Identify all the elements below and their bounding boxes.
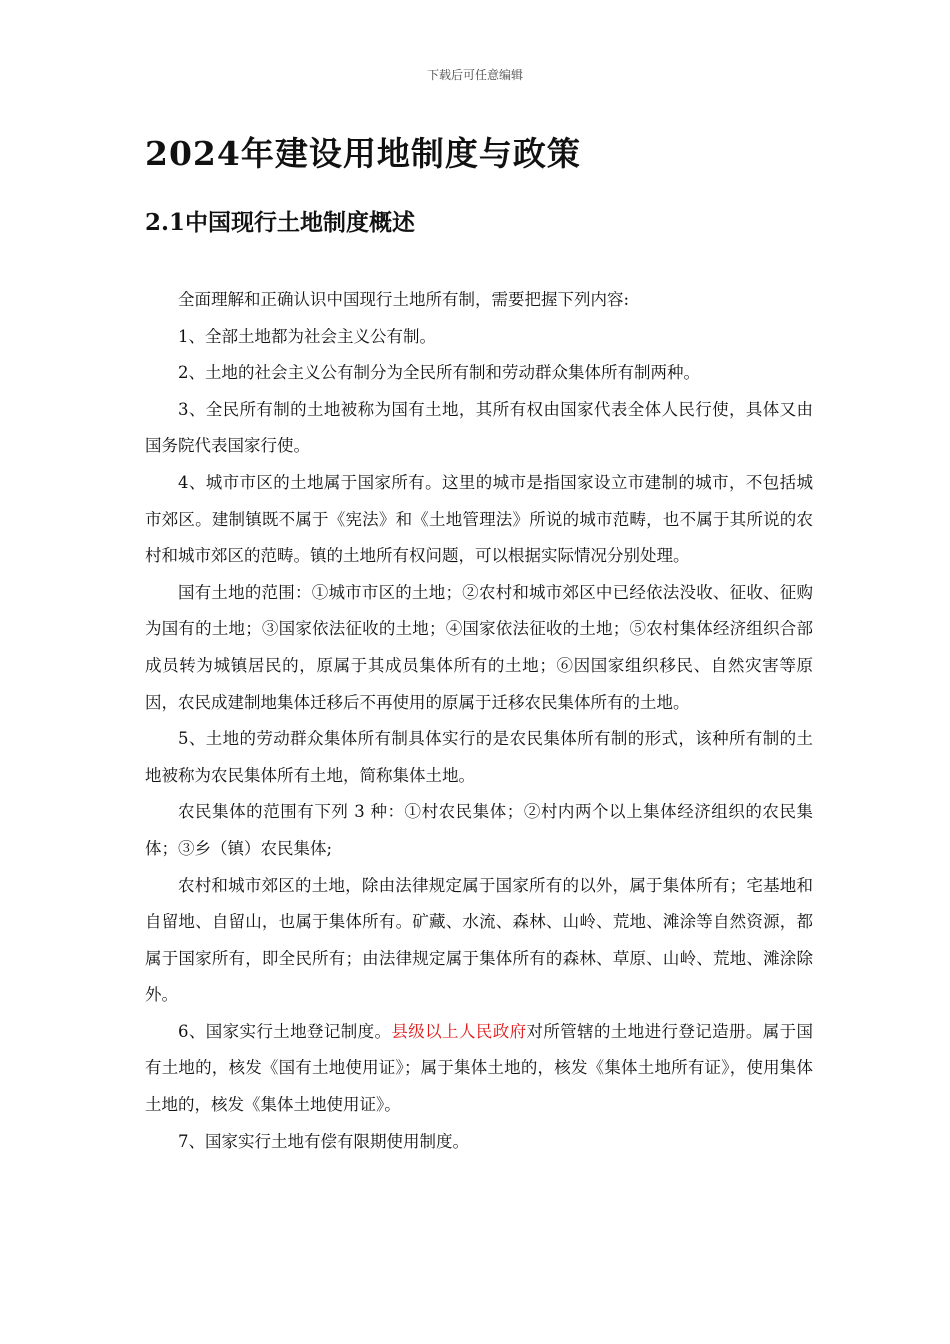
paragraph: 2、土地的社会主义公有制分为全民所有制和劳动群众集体所有制两种。 [178, 363, 700, 383]
document-body [145, 282, 813, 1160]
paragraph: 农村和城市郊区的土地，除由法律规定属于国家所有的以外，属于集体所有；宅基地和自留地、自留山，也属于集体所有。矿藏、水流、森林、山岭、荒地、滩涂等自然资源，都属于国家所有，即全民所有；由法律规定属于集体所有的森林、草原、山岭、荒地、滩涂除外。 [145, 875, 813, 1005]
highlighted-text: 县级以上人民政府 [391, 1021, 527, 1041]
paragraph-registration [145, 1014, 813, 1124]
paragraph: 3、全民所有制的土地被称为国有土地，其所有权由国家代表全体人民行使，具体又由国务院代表国家行使。 [145, 399, 813, 456]
paragraph-text: 6、国家实行土地登记制度。 [178, 1021, 392, 1041]
section-title: 2.1中国现行土地制度概述 [145, 209, 416, 236]
paragraph: 1、全部土地都为社会主义公有制。 [178, 326, 436, 346]
paragraph: 全面理解和正确认识中国现行土地所有制，需要把握下列内容: [178, 290, 630, 309]
paragraph: 5、土地的劳动群众集体所有制具体实行的是农民集体所有制的形式，该种所有制的土地被称为农民集体所有土地，简称集体土地。 [145, 729, 813, 785]
page-header: 下载后可任意编辑 [426, 68, 523, 82]
paragraph: 7、国家实行土地有偿有限期使用制度。 [178, 1131, 469, 1151]
document-title: 2024年建设用地制度与政策 [145, 134, 581, 173]
paragraph: 4、城市市区的土地属于国家所有。这里的城市是指国家设立市建制的城市，不包括城市郊区。建制镇既不属于《宪法》和《土地管理法》所说的城市范畴，也不属于其所说的农村和城市郊区的范畴。镇的土地所有权问题，可以根据实际情况分别处理。 [145, 472, 813, 566]
paragraph-text: 对所管辖的土地进行登记造册。属于国有土地的，核发《国有土地使用证》；属于集体土地的，核发《集体土地所有证》，使用集体土地的，核发《集体土地使用证》。 [145, 1021, 814, 1115]
paragraph: 农民集体的范围有下列 3 种：①村农民集体；②村内两个以上集体经济组织的农民集体；③乡（镇）农民集体; [145, 802, 813, 858]
paragraph: 国有土地的范围：①城市市区的土地；②农村和城市郊区中已经依法没收、征收、征购为国有的土地；③国家依法征收的土地；④国家依法征收的土地；⑤农村集体经济组织合部成员转为城镇居民的，原属于其成员集体所有的土地；⑥因国家组织移民、自然灾害等原因，农民成建制地集体迁移后不再使用的原属于迁移农民集体所有的土地。 [145, 582, 813, 712]
